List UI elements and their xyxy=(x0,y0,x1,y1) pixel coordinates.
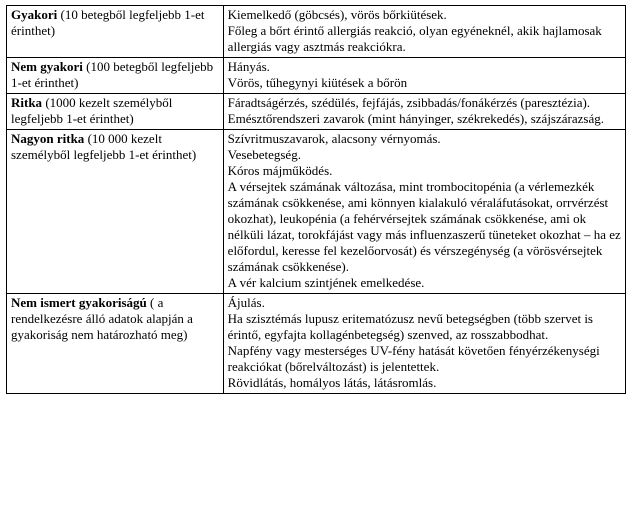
side-effects-cell xyxy=(223,130,625,294)
frequency-category-qualifier: ( a rendelkezésre álló adatok alapján a gyakoriság nem határozható meg) xyxy=(11,295,193,342)
frequency-category-cell xyxy=(7,130,224,294)
frequency-category-cell xyxy=(7,294,224,394)
side-effects-frequency-table xyxy=(6,5,626,394)
side-effect-item: Ájulás. xyxy=(227,295,265,310)
frequency-category-qualifier: (10 betegből legfeljebb 1-et érinthet) xyxy=(11,7,205,38)
side-effects-cell xyxy=(223,6,625,58)
side-effect-item: Kiemelkedő (göbcsés), vörös bőrkiütések. xyxy=(227,7,447,22)
frequency-category-name: Nem ismert gyakoriságú xyxy=(11,295,147,310)
side-effect-item: A vérsejtek számának változása, mint trombocitopénia (a vérlemezkék számának csökkenése, ami könnyen kialakuló véraláfutásokat, orrvérzést okozhat), leukopénia (a fehérvérsejtek számának csökkenése, ami ok nélküli lázat, torokfájást vagy más influenzaszerű tüneteket okozhat – ha ez előfordul, keresse fel kezelőorvosát) és vérszegénység (a vörösvérsejtek számának csökkenése). xyxy=(227,179,621,274)
table-row-uncommon xyxy=(7,58,626,94)
side-effect-item: Emésztőrendszeri zavarok (mint hányinger, székrekedés), szájszárazság. xyxy=(227,111,604,126)
frequency-category-name: Ritka xyxy=(11,95,43,110)
side-effect-item: Kóros májműködés. xyxy=(227,163,333,178)
frequency-category-name: Nem gyakori xyxy=(11,59,83,74)
side-effect-item: Ha szisztémás lupusz eritematózusz nevű betegségben (több szervet is érintő, egyfajta kollagénbetegség) szenved, az rosszabbodhat. xyxy=(227,311,593,342)
side-effect-item: Hányás. xyxy=(227,59,270,74)
frequency-category-qualifier: (1000 kezelt személyből legfeljebb 1-et érinthet) xyxy=(11,95,173,126)
side-effects-cell xyxy=(223,94,625,130)
side-effect-item: Főleg a bőrt érintő allergiás reakció, olyan egyéneknél, akik hajlamosak allergiás vagy asztmás reakciókra. xyxy=(227,23,602,54)
frequency-category-qualifier: (10 000 kezelt személyből legfeljebb 1-et érinthet) xyxy=(11,131,197,162)
side-effect-item: Napfény vagy mesterséges UV-fény hatását követően fényérzékenységi reakciókat (bőrelváltozást) is jelentettek. xyxy=(227,343,600,374)
side-effects-cell xyxy=(223,58,625,94)
side-effect-item: Rövidlátás, homályos látás, látásromlás. xyxy=(227,375,437,390)
table-row-rare xyxy=(7,94,626,130)
side-effect-item: Szívritmuszavarok, alacsony vérnyomás. xyxy=(227,131,441,146)
side-effect-item: Vörös, tűhegynyi kiütések a bőrön xyxy=(227,75,408,90)
side-effect-item: A vér kalcium szintjének emelkedése. xyxy=(227,275,425,290)
frequency-category-cell xyxy=(7,94,224,130)
table-row-unknown xyxy=(7,294,626,394)
side-effects-cell xyxy=(223,294,625,394)
side-effect-item: Vesebetegség. xyxy=(227,147,301,162)
frequency-category-qualifier: (100 betegből legfeljebb 1-et érinthet) xyxy=(11,59,214,90)
frequency-category-cell xyxy=(7,6,224,58)
table-row-common xyxy=(7,6,626,58)
side-effect-item: Fáradtságérzés, szédülés, fejfájás, zsibbadás/fonákérzés (paresztézia). xyxy=(227,95,591,110)
frequency-category-name: Nagyon ritka xyxy=(11,131,85,146)
table-row-very-rare xyxy=(7,130,626,294)
frequency-category-name: Gyakori xyxy=(11,7,58,22)
frequency-category-cell xyxy=(7,58,224,94)
